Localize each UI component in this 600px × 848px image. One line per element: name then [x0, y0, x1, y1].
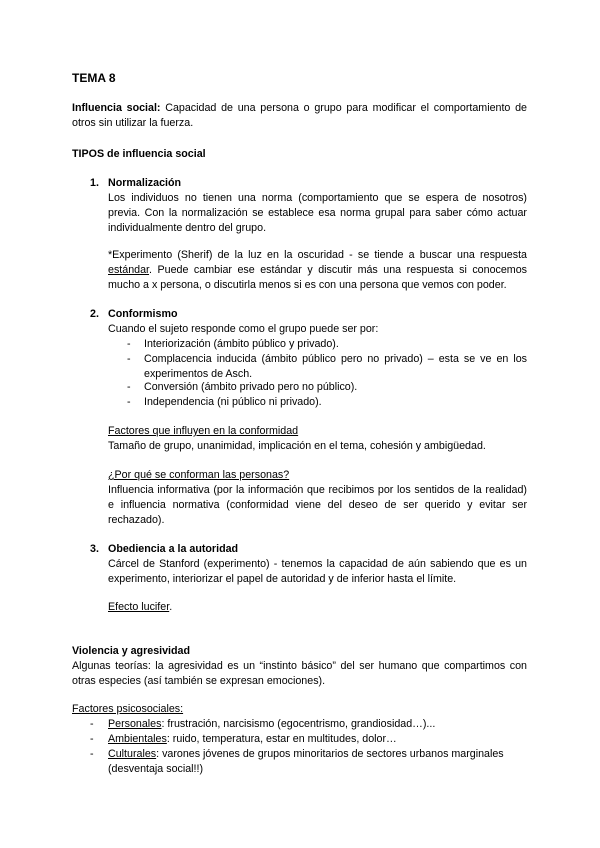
experiment-text-b: . Puede cambiar ese estándar y discutir más una respuesta si conocemos mucho a x persona, o discutirla menos si es con una persona que vemos con poder. [108, 264, 527, 292]
list-dash: - [127, 338, 131, 350]
definition-term: Influencia social: [72, 102, 161, 114]
section-1-experiment-paragraph [108, 248, 527, 294]
lucifer-effect-label: Efecto lucifer [108, 601, 170, 613]
section-3-heading: Obediencia a la autoridad [108, 543, 239, 555]
definition-paragraph [72, 101, 527, 131]
why-conform-text: Influencia informativa (por la información que recibimos por los sentidos de la realidad) e influencia normativa (conformidad viene del deseo de ser querido y evitar ser rechazado). [108, 484, 527, 527]
section-1-paragraph: Los individuos no tienen una norma (comportamiento que se espera de nosotros) previa. Con la normalización se establece esa norma grupal para saber cómo actuar individualmente dentro del grupo. [108, 192, 527, 235]
list-item: Independencia (ni público ni privado). [144, 396, 322, 408]
section-3-text: Cárcel de Stanford (experimento) - tenemos la capacidad de aún sabiendo que es un experimento, interiorizar el papel de autoridad y de inferior hasta el límite. [108, 558, 527, 586]
section-2-number: 2. [90, 308, 99, 320]
factor-item-ambientales: Ambientales: ruido, temperatura, estar en multitudes, dolor… [108, 733, 397, 745]
list-dash: - [90, 718, 94, 730]
conformity-factors-text: Tamaño de grupo, unanimidad, implicación en el tema, cohesión y ambigüedad. [108, 440, 486, 452]
list-dash: - [90, 733, 94, 745]
list-item: Interiorización (ámbito público y privado). [144, 338, 339, 350]
list-dash: - [127, 396, 131, 408]
list-dash: - [127, 353, 131, 365]
experiment-text-a: *Experimento (Sherif) de la luz en la oscuridad - se tiende a buscar una respuesta [108, 249, 527, 261]
list-item: Conversión (ámbito privado pero no público). [144, 381, 358, 393]
section-2-heading: Conformismo [108, 308, 178, 320]
types-heading: TIPOS de influencia social [72, 148, 206, 160]
psychosocial-factors-heading: Factores psicosociales: [72, 703, 184, 715]
section-1-number: 1. [90, 177, 99, 189]
section-1-heading: Normalización [108, 177, 182, 189]
violence-text: Algunas teorías: la agresividad es un “instinto básico” del ser humano que compartimos con otras especies (así también se expresan emociones). [72, 660, 527, 688]
list-dash: - [127, 381, 131, 393]
list-item: Complacencia inducida (ámbito público pero no privado) – esta se ve en los experimentos de Asch. [144, 353, 527, 381]
factor-item-personales: Personales: frustración, narcisismo (egocentrismo, grandiosidad…)... [108, 718, 436, 730]
why-conform-heading: ¿Por qué se conforman las personas? [108, 469, 290, 481]
list-dash: - [90, 748, 94, 760]
factor-item-culturales: Culturales: varones jóvenes de grupos minoritarios de sectores urbanos marginales (desventaja social!!) [108, 748, 504, 776]
section-3-number: 3. [90, 543, 99, 555]
conformity-factors-heading: Factores que influyen en la conformidad [108, 425, 299, 437]
lucifer-effect: Efecto lucifer. [108, 601, 173, 613]
definition-text: Capacidad de una persona o grupo para modificar el comportamiento de otros sin utilizar la fuerza. [72, 102, 527, 130]
experiment-underlined-word: estándar [108, 264, 150, 277]
section-2-intro: Cuando el sujeto responde como el grupo puede ser por: [108, 323, 379, 335]
violence-heading: Violencia y agresividad [72, 645, 191, 657]
page-title: TEMA 8 [72, 71, 116, 85]
